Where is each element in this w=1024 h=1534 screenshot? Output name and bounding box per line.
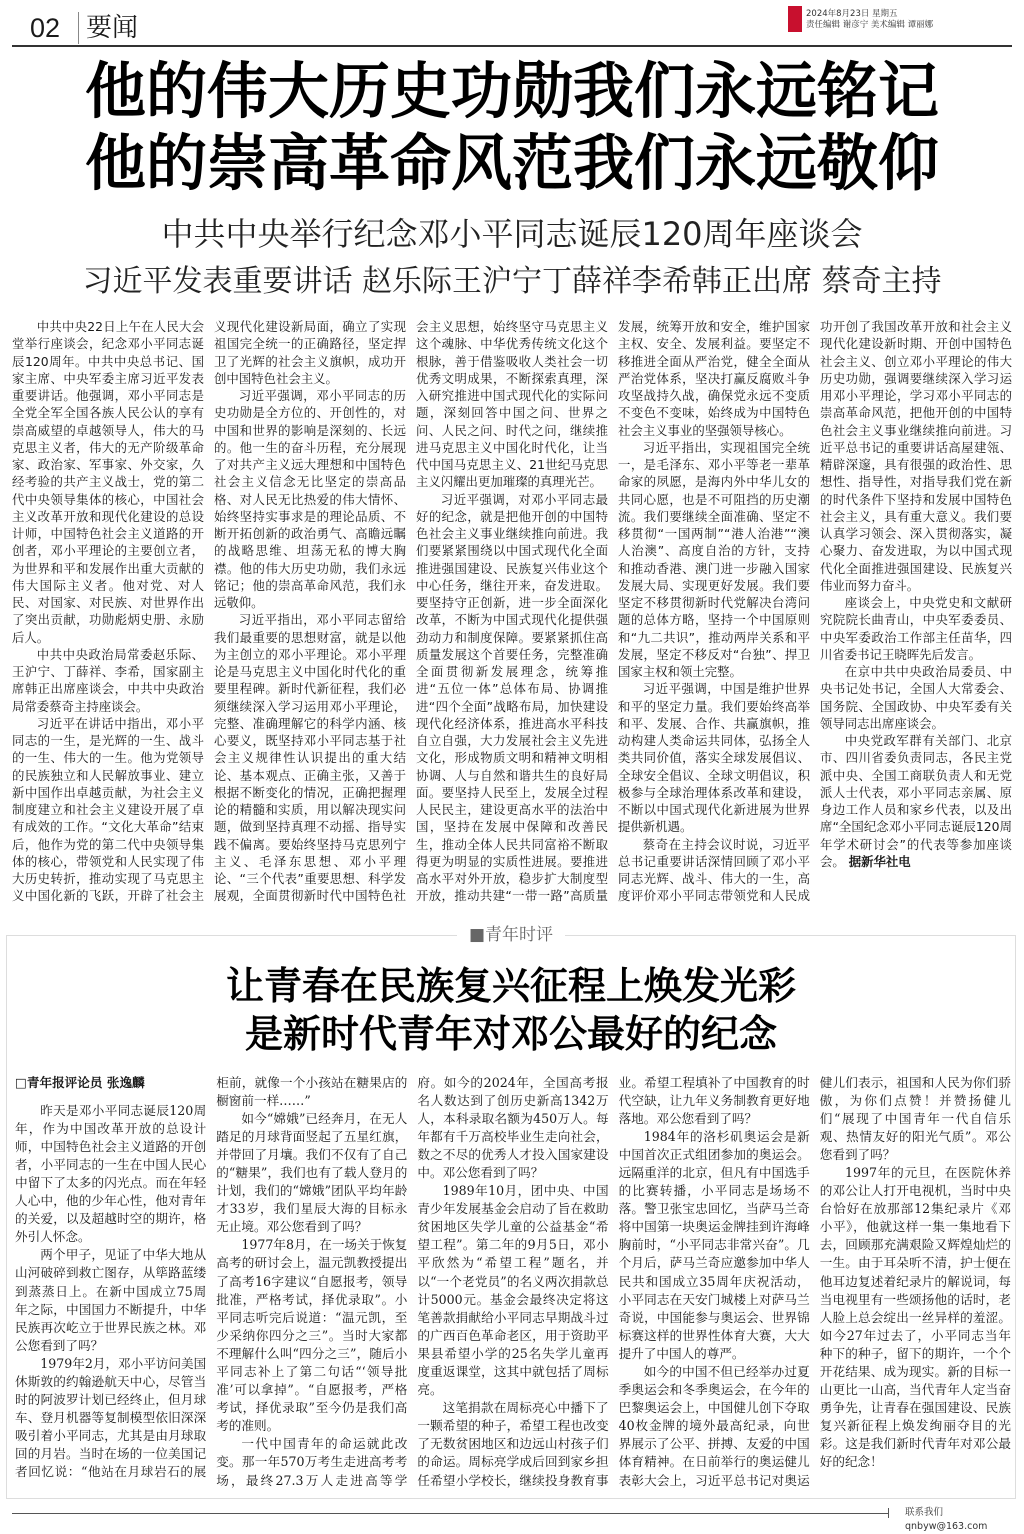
news-source: 据新华社电 [848, 853, 911, 869]
paragraph: 一代中国青年的命运就此改变。那一年570万考生走进高考考场，最终27.3万人走进高等学府。如今的2024年，全国高考报名人数达到了创历史新高1342万人，本科录取名额为450万人。每年都有千万高校毕业生走向社会，数之不尽的优秀人才投入国家建设中。邓公您看到了吗？ [216, 1074, 609, 1488]
paragraph: 昨天是邓小平同志诞辰120周年，作为中国改革开放的总设计师，中国特色社会主义道路的开创者，小平同志的一生在中国人民心中留下了太多的闪光点。而在年轻人心中，他的少年心性，他对青年的关爱，以及超越时空的期许，格外引人怀念。 [15, 1102, 207, 1245]
section-name: 要闻 [86, 13, 139, 43]
column-label: ■青年时评 [457, 925, 565, 945]
paragraph: 习近平强调，中国是维护世界和平的坚定力量。我们要始终高举和平、发展、合作、共赢旗帜，推动构建人类命运共同体，弘扬全人类共同价值，落实全球发展倡议、全球安全倡议、全球文明倡议，积极参与全球治理体系改革和建设，不断以中国式现代化新进展为世界提供新机遇。 [618, 681, 810, 835]
paragraph: 两个甲子，见证了中华大地从山河破碎到救亡图存，从筚路蓝缕到蒸蒸日上。在新中国成立75周年之际，中国国力不断提升，中华民族再次屹立于世界民族之林。邓公您看到了吗？ [15, 1247, 207, 1353]
column-label-wrap [7, 923, 1015, 947]
lead-article-body [12, 318, 1012, 905]
newspaper-logo [788, 6, 802, 32]
subheadline-line-2: 习近平发表重要讲话 赵乐际王沪宁丁薛祥李希韩正出席 蔡奇主持 [82, 264, 942, 299]
paragraph: 座谈会上，中央党史和文献研究院院长曲青山，中央军委委员、中央军委政治工作部主任苗华，四川省委书记王晓晖先后发言。 [820, 595, 1012, 662]
opinion-article-body [15, 1074, 1011, 1490]
subheadline-line-1: 中共中央举行纪念邓小平同志诞辰120周年座谈会 [161, 215, 863, 253]
content-flow [12, 318, 1012, 1499]
headline-line-1: 他的伟大历史功勋我们永远铭记 [84, 56, 939, 127]
paragraph: 1989年10月，团中央、中国青少年发展基金会启动了旨在救助贫困地区失学儿童的公益基金“希望工程”。第二年的9月5日，邓小平欣然为“希望工程”题名，并以“一个老党员”的名义两次捐款总计5000元。基金会最终决定将这笔善款捐献给小平同志早期战斗过的广西百色革命老区，用于资助平果县希望小学的25名失学儿童再度重返课堂，这其中就包括了周标亮。 [417, 1183, 609, 1398]
paragraph: 1984年的洛杉矶奥运会是新中国首次正式组团参加的奥运会。远隔重洋的北京，但凡有中国选手的比赛转播，小平同志是场场不落。警卫张宝忠回忆，当萨马兰奇将中国第一块奥运金牌挂到许海峰胸前时，“小平同志非常兴奋”。几个月后，萨马兰奇应邀参加中华人民共和国成立35周年庆祝活动，小平同志在天安门城楼上对萨马兰奇说，中国能参与奥运会、世界锦标赛这样的世界性体育大赛，大大提升了中国人的尊严。 [618, 1128, 810, 1361]
paragraph: 中共中央22日上午在人民大会堂举行座谈会，纪念邓小平同志诞辰120周年。中共中央总书记、国家主席、中央军委主席习近平发表重要讲话。他强调，邓小平同志是全党全军全国各族人民公认的享有崇高威望的卓越领导人，伟大的马克思主义者，伟大的无产阶级革命家、政治家、军事家、外交家，久经考验的共产主义战士，党的第二代中央领导集体的核心，中国社会主义改革开放和现代化建设的总设计师，中国特色社会主义道路的开创者，邓小平理论的主要创立者，为世界和平和发展作出重大贡献的伟大国际主义者。他对党、对人民、对国家、对民族、对世界作出了突出贡献，功勋彪炳史册、永励后人。 [12, 319, 204, 645]
paragraph: 如今的中国不但已经举办过夏季奥运会和冬季奥运会，在今年的巴黎奥运会上，中国健儿创下夺取40枚金牌的境外最高纪录，向世界展示了公平、拼搏、友爱的中国体育精神。在日前举行的奥运健儿表彰大会上，习近平总书记对奥运健儿们表示，祖国和人民为你们骄傲，为你们点赞！并赞扬健儿们“展现了中国青年一代自信乐观、热情友好的阳光气质”。邓公您看到了吗？ [618, 1074, 1011, 1488]
paragraph: 习近平指出，实现祖国完全统一，是毛泽东、邓小平等老一辈革命家的夙愿，是海内外中华儿女的共同心愿，也是不可阻挡的历史潮流。我们要继续全面准确、坚定不移贯彻“一国两制”“港人治港”“澳人治澳”、高度自治的方针，支持和推动香港、澳门进一步融入国家发展大局、实现更好发展。我们要坚定不移贯彻新时代党解决台湾问题的总体方略，坚持一个中国原则和“九二共识”，推动两岸关系和平发展，坚定不移反对“台独”、捍卫国家主权和领土完整。 [618, 439, 810, 679]
paragraph: 习近平在讲话中指出，邓小平同志的一生，是光辉的一生、战斗的一生、伟大的一生。他为党领导的民族独立和人民解放事业、建立新中国作出卓越贡献，为社会主义制度建立和社会主义建设开展了卓有成效的工作。“文化大革命”结束后，他作为党的第二代中央领导集体的核心，带领党和人民实现了伟大历史转折，推动实现了马克思主义中国化新的飞跃，开辟了社会主义现代化建设新局面，确立了实现祖国完全统一的正确路径，坚定捍卫了光辉的社会主义旗帜，成功开创中国特色社会主义。 [12, 319, 406, 904]
paragraph: 1997年的元旦，在医院休养的邓公让人打开电视机，当时中央台恰好在放那部12集纪录片《邓小平》，他就这样一集一集地看下去，回顾那充满艰险又辉煌灿烂的一生。由于耳朵听不清，护士便在他耳边复述着纪录片的解说词，每当电视里有一些颂扬他的话时，老人脸上总会绽出一丝异样的羞涩。如今27年过去了，小平同志当年种下的种子，留下的期许，一个个开花结果、成为现实。新的目标一山更比一山高，当代青年人定当奋勇争先，让青春在强国建设、民族复兴新征程上焕发绚丽夺目的光彩。这是我们新时代青年对邓公最好的纪念！ [819, 1164, 1011, 1470]
paragraph-text: 中央党政军群有关部门、北京市、四川省委负责同志，各民主党派中央、全国工商联负责人和无党派人士代表，邓小平同志亲属、原身边工作人员和家乡代表，以及出席“全国纪念邓小平同志诞辰120周年学术研讨会”的代表等参加座谈会。 [820, 733, 1012, 869]
page-number: 02 [30, 13, 61, 43]
paragraph: 这笔捐款在周标亮心中播下了一颗希望的种子，希望工程也改变了无数贫困地区和边远山村孩子们的命运。周标亮学成后回到家乡担任希望小学校长，继续投身教育事业。希望工程填补了中国教育的时代空缺，让九年义务制教育更好地落地。邓公您看到了吗？ [417, 1074, 810, 1488]
header-divider [78, 12, 79, 44]
footer-rule-end [888, 1508, 889, 1518]
opinion-title-line-2: 是新时代青年对邓公最好的纪念 [244, 1010, 777, 1056]
paragraph: 在京中共中央政治局委员、中央书记处书记，全国人大常委会、国务院、全国政协、中央军委有关领导同志出席座谈会。 [820, 664, 1012, 731]
headline-line-2: 他的崇高革命风范我们永远敬仰 [84, 128, 939, 199]
opinion-title-line-1: 让青春在民族复兴征程上焕发光彩 [225, 962, 796, 1008]
paragraph: 习近平指出，邓小平同志留给我们最重要的思想财富，就是以他为主创立的邓小平理论。邓小平理论是马克思主义中国化时代化的重要里程碑。新时代新征程，我们必须继续深入学习运用邓小平理论，完整、准确理解它的科学内涵、核心要义，既坚持邓小平同志基于社会主义规律性认识提出的重大结论、基本观点、正确主张，又善于根据不断变化的情况，正确把握理论的精髓和实质，用以解决现实问题，做到坚持真理不动摇、指导实践不偏离。要始终坚持马克思列宁主义、毛泽东思想、邓小平理论、“三个代表”重要思想、科学发展观，全面贯彻新时代中国特色社会主义思想，始终坚守马克思主义这个魂脉、中华优秀传统文化这个根脉，善于借鉴吸收人类社会一切优秀文明成果，不断探索真理，深入研究推进中国式现代化的实际问题，深刻回答中国之问、世界之问、人民之问、时代之问，继续推进马克思主义中国化时代化，让当代中国马克思主义、21世纪马克思主义闪耀出更加璀璨的真理光芒。 [214, 319, 608, 904]
editors: 责任编辑 谢彦宁 美术编辑 谭丽娜 [806, 20, 934, 30]
issue-meta [806, 9, 933, 31]
footer-rule [12, 1513, 888, 1514]
issue-date: 2024年8月23日 星期五 [806, 9, 898, 19]
paragraph: 1979年2月，邓小平访问美国休斯敦的约翰逊航天中心，尽管当时的阿波罗计划已经终止，但月球车、登月机器等复制模型依旧深深吸引着小平同志，尤其是由月球取回的月岩。当时在场的一位美国记者回忆说：“他站在月球岩石的展柜前，就像一个小孩站在糖果店的橱窗前一样……” [15, 1074, 408, 1480]
paragraph: 中共中央政治局常委赵乐际、王沪宁、丁薛祥、李希，国家副主席韩正出席座谈会，中共中央政治局常委蔡奇主持座谈会。 [12, 646, 204, 714]
paragraph: 1977年8月，在一场关于恢复高考的研讨会上，温元凯教授提出了高考16字建议“自愿报考，领导批准，严格考试，择优录取”。小平同志听完后说道：“温元凯，至少采纳你四分之三”。当时大家都不理解什么叫“四分之三”，随后小平同志补上了第二句话“‘领导批准’可以拿掉”。“自愿报考，严格考试，择优录取”至今仍是我们高考的准则。 [216, 1237, 408, 1434]
opinion-box [6, 924, 1016, 1499]
paragraph: 蔡奇在主持会议时说，习近平总书记重要讲话深情回顾了邓小平同志光辉、战斗、伟大的一生，高度评价邓小平同志带领党和人民成功开创了我国改革开放和社会主义现代化建设新时期、开创中国特色社会主义、创立邓小平理论的伟大历史功勋，强调要继续深入学习运用邓小平理论，学习邓小平同志的崇高革命风范，把他开创的中国特色社会主义事业继续推向前进。习近平总书记的重要讲话高屋建瓴、精辟深邃，具有很强的政治性、思想性、指导性，对指导我们党在新的时代条件下坚持和发展中国特色社会主义，具有重大意义。我们要认真学习领会、深入贯彻落实，凝心聚力、奋发进取，为以中国式现代化全面推进强国建设、民族复兴伟业而努力奋斗。 [618, 319, 1012, 904]
header-rule [12, 45, 1012, 47]
paragraph-last [820, 732, 1012, 870]
byline: □青年报评论员 张逸麟 [15, 1074, 145, 1090]
paragraph: 如今“嫦娥”已经奔月，在无人踏足的月球背面竖起了五星红旗，并带回了月壤。我们不仅有了自己的“糖果”，我们也有了载人登月的计划，我们的“嫦娥”团队平均年龄才33岁，我们星辰大海的目标永无止境。邓公您看到了吗？ [216, 1110, 408, 1235]
paragraph: 习近平强调，对邓小平同志最好的纪念，就是把他开创的中国特色社会主义事业继续推向前进。我们要紧紧围绕以中国式现代化全面推进强国建设、民族复兴伟业这个中心任务，继往开来，奋发进取。要坚持守正创新，进一步全面深化改革，不断为中国式现代化提供强劲动力和制度保障。要紧紧抓住高质量发展这个首要任务，完整准确全面贯彻新发展理念，统筹推进“五位一体”总体布局、协调推进“四个全面”战略布局，加快建设现代化经济体系，推进高水平科技自立自强，大力发展社会主义先进文化，形成物质文明和精神文明相协调、人与自然和谐共生的良好局面。要坚持人民至上，发展全过程人民民主，建设更高水平的法治中国，坚持在发展中保障和改善民生，推动全体人民共同富裕不断取得更为明显的实质性进展。要推进高水平对外开放，稳步扩大制度型开放，推动共建“一带一路”高质量发展，统筹开放和安全，维护国家主权、安全、发展利益。要坚定不移推进全面从严治党，健全全面从严治党体系，坚决打赢反腐败斗争攻坚战持久战，确保党永远不变质不变色不变味，始终成为中国特色社会主义事业的坚强领导核心。 [416, 319, 810, 904]
footer-contact: 联系我们 qnbyw@163.com [905, 1507, 988, 1532]
paragraph: 习近平强调，邓小平同志的历史功勋是全方位的、开创性的，对中国和世界的影响是深刻的、长远的。他一生的奋斗历程，充分展现了对共产主义远大理想和中国特色社会主义信念无比坚定的崇高品格、对人民无比热爱的伟大情怀、始终坚持实事求是的理论品质、不断开拓创新的政治勇气、高瞻远瞩的战略思维、坦荡无私的博大胸襟。他的伟大历史功勋，我们永远铭记；他的崇高革命风范，我们永远敬仰。 [214, 388, 406, 610]
